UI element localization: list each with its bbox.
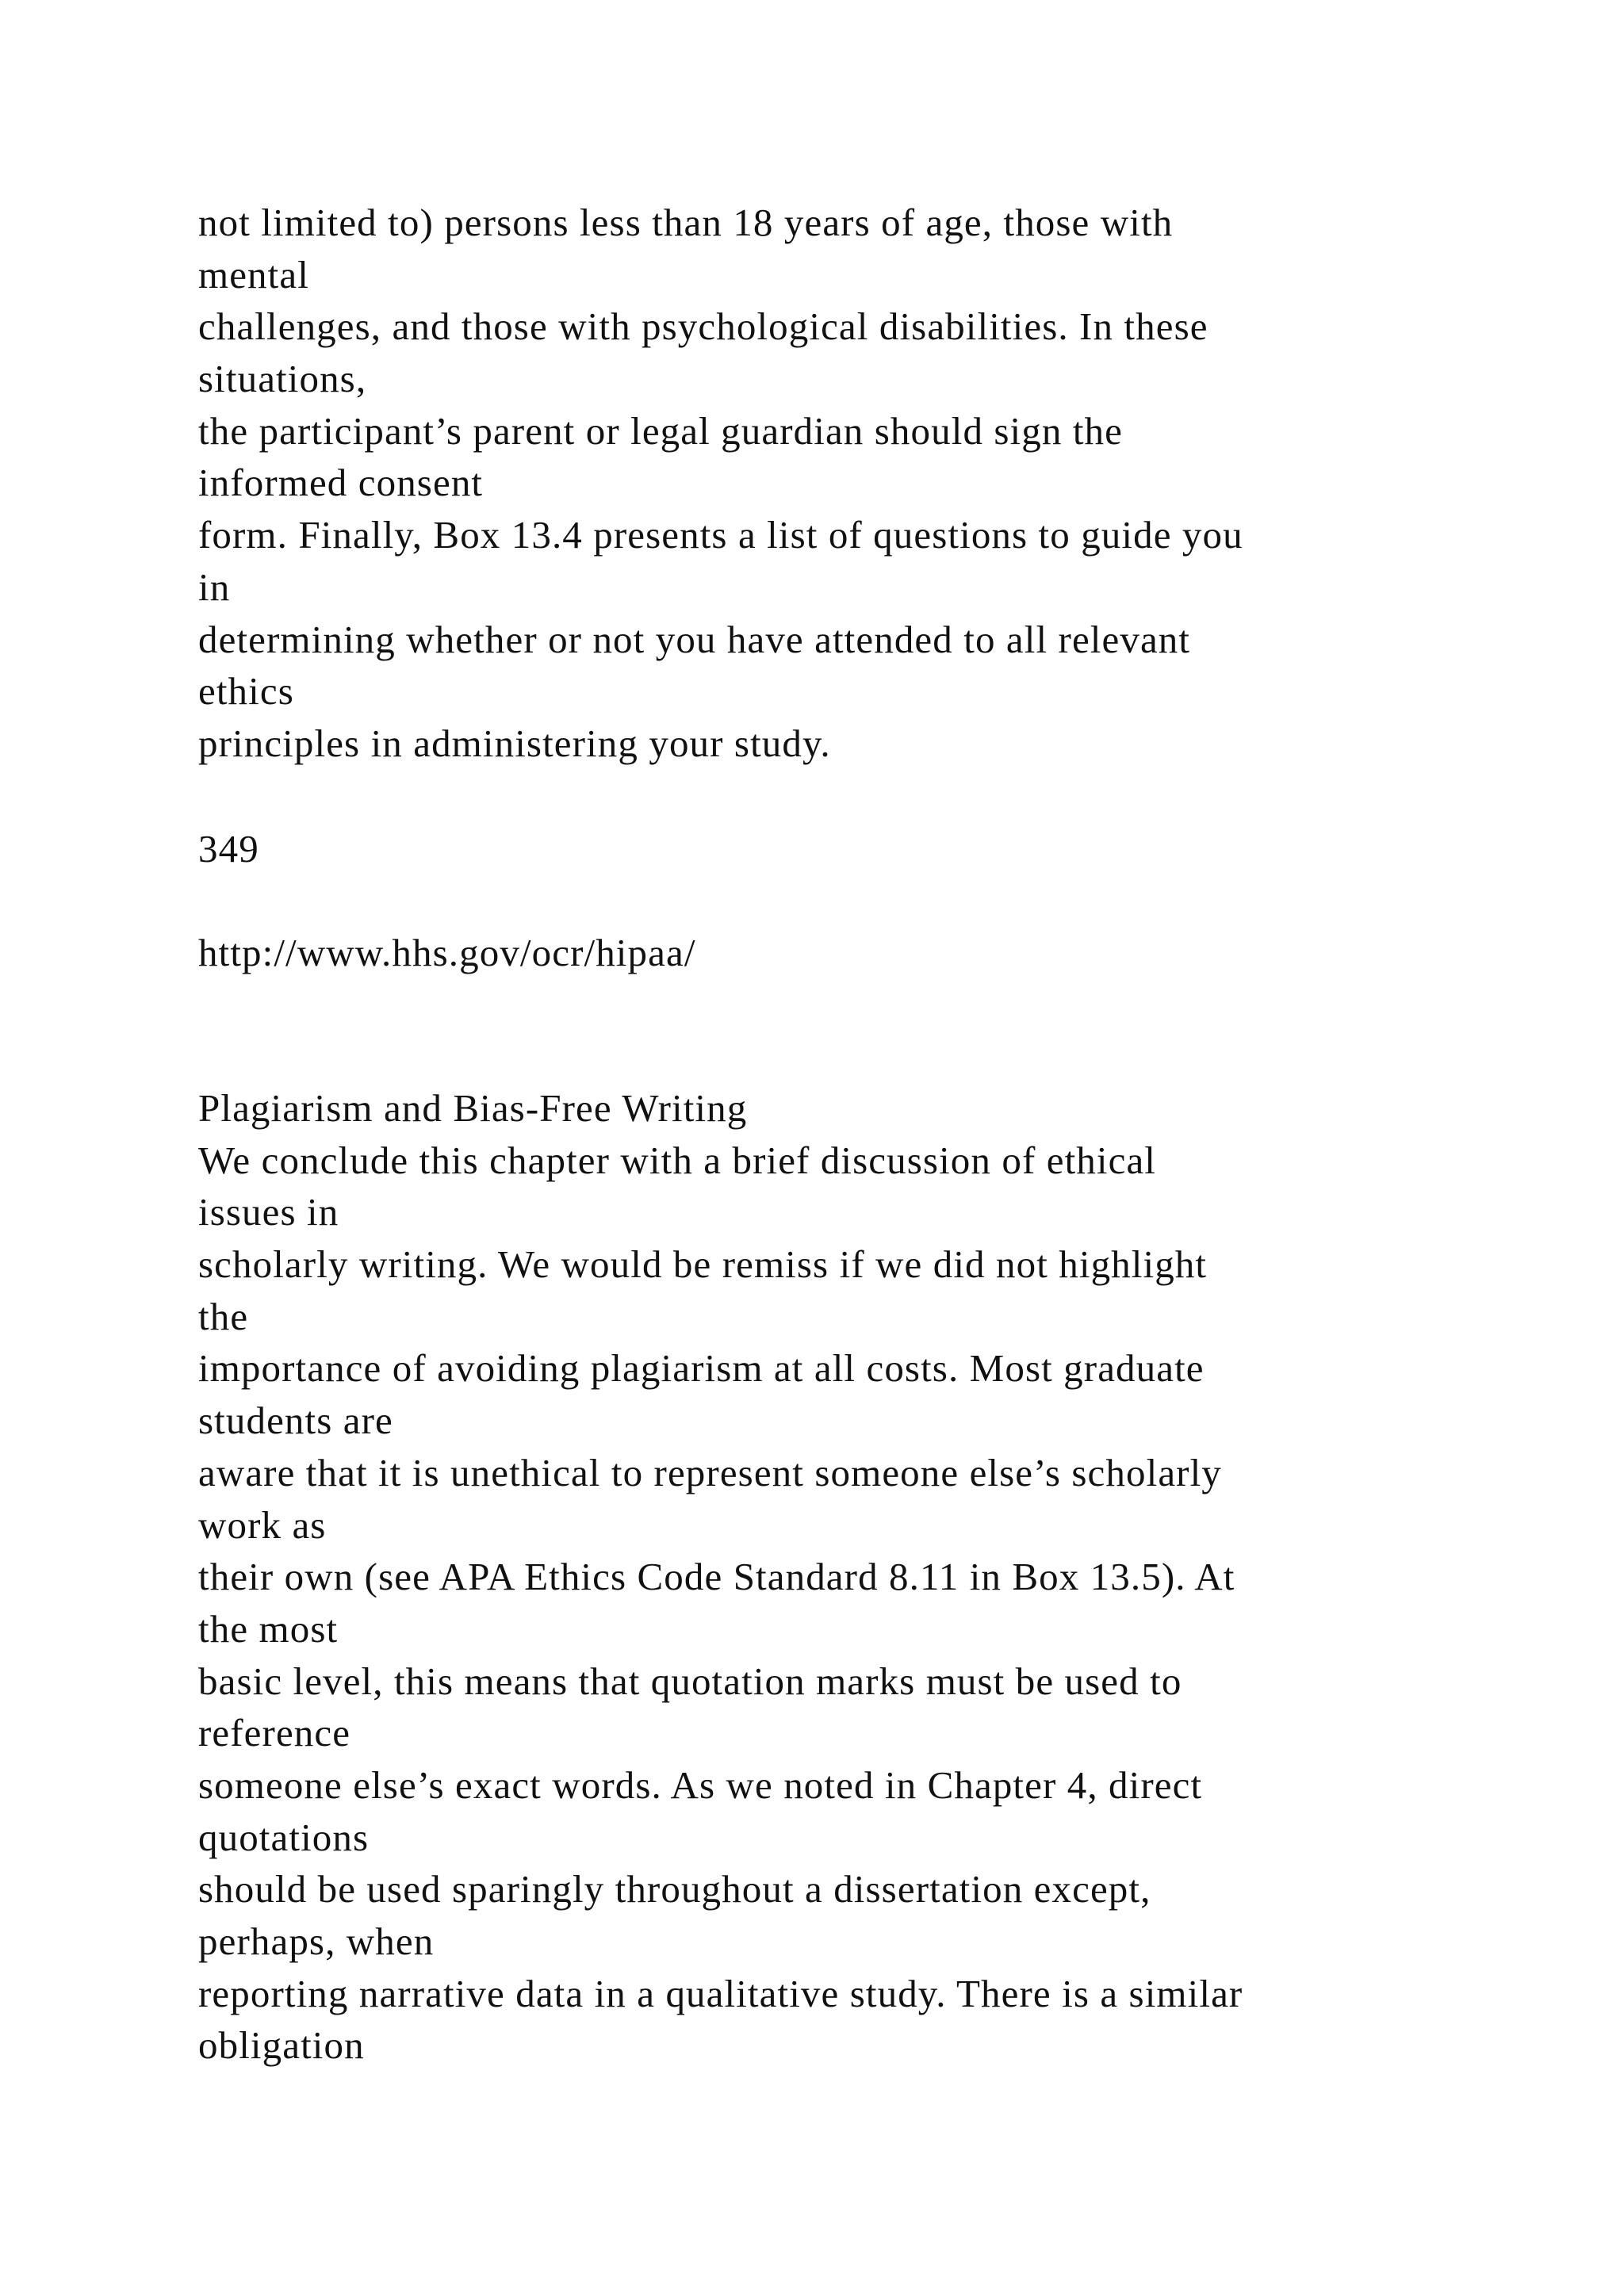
text-line: work as [198,1502,327,1547]
text-line: situations, [198,357,367,401]
text-line: the [198,1294,249,1338]
text-line: quotations [198,1815,370,1859]
text-line: form. Finally, Box 13.4 presents a list of questions to guide you [198,513,1243,557]
text-line: importance of avoiding plagiarism at all costs. Most graduate [198,1346,1205,1391]
text-line: basic level, this means that quotation marks must be used to [198,1659,1182,1703]
url-line [198,927,1546,979]
text-line: should be used sparingly throughout a dissertation except, [198,1867,1151,1911]
text-line: reference [198,1711,351,1755]
text-line: in [198,564,231,609]
text-line: determining whether or not you have attended to all relevant [198,617,1191,661]
page-number-text: 349 [198,827,259,871]
text-line: issues in [198,1190,339,1234]
text-line: someone else’s exact words. As we noted in Chapter 4, direct [198,1762,1203,1807]
text-line: their own (see APA Ethics Code Standard 8.11 in Box 13.5). At [198,1555,1235,1599]
url-text: http://www.hhs.gov/ocr/hipaa/ [198,931,696,974]
page-number [198,823,1546,875]
text-line: aware that it is unethical to represent someone else’s scholarly [198,1450,1222,1494]
paragraph-informed-consent [198,197,1546,770]
text-line: the participant’s parent or legal guardian should sign the [198,408,1123,453]
text-line: not limited to) persons less than 18 years of age, those with [198,201,1174,244]
text-line: We conclude this chapter with a brief discussion of ethical [198,1138,1157,1182]
text-line: ethics [198,669,294,714]
section-heading: Plagiarism and Bias-Free Writing [198,1086,748,1130]
text-line: the most [198,1606,339,1651]
text-line: scholarly writing. We would be remiss if we did not highlight [198,1242,1208,1287]
text-line: challenges, and those with psychological disabilities. In these [198,304,1208,349]
text-line: informed consent [198,461,484,505]
text-line: mental [198,252,309,297]
text-line: reporting narrative data in a qualitative study. There is a similar [198,1971,1243,2015]
section-plagiarism [198,1082,1546,2072]
text-line: perhaps, when [198,1919,435,1963]
text-line: principles in administering your study. [198,721,831,765]
text-line: students are [198,1399,393,1443]
text-line: obligation [198,2023,365,2068]
